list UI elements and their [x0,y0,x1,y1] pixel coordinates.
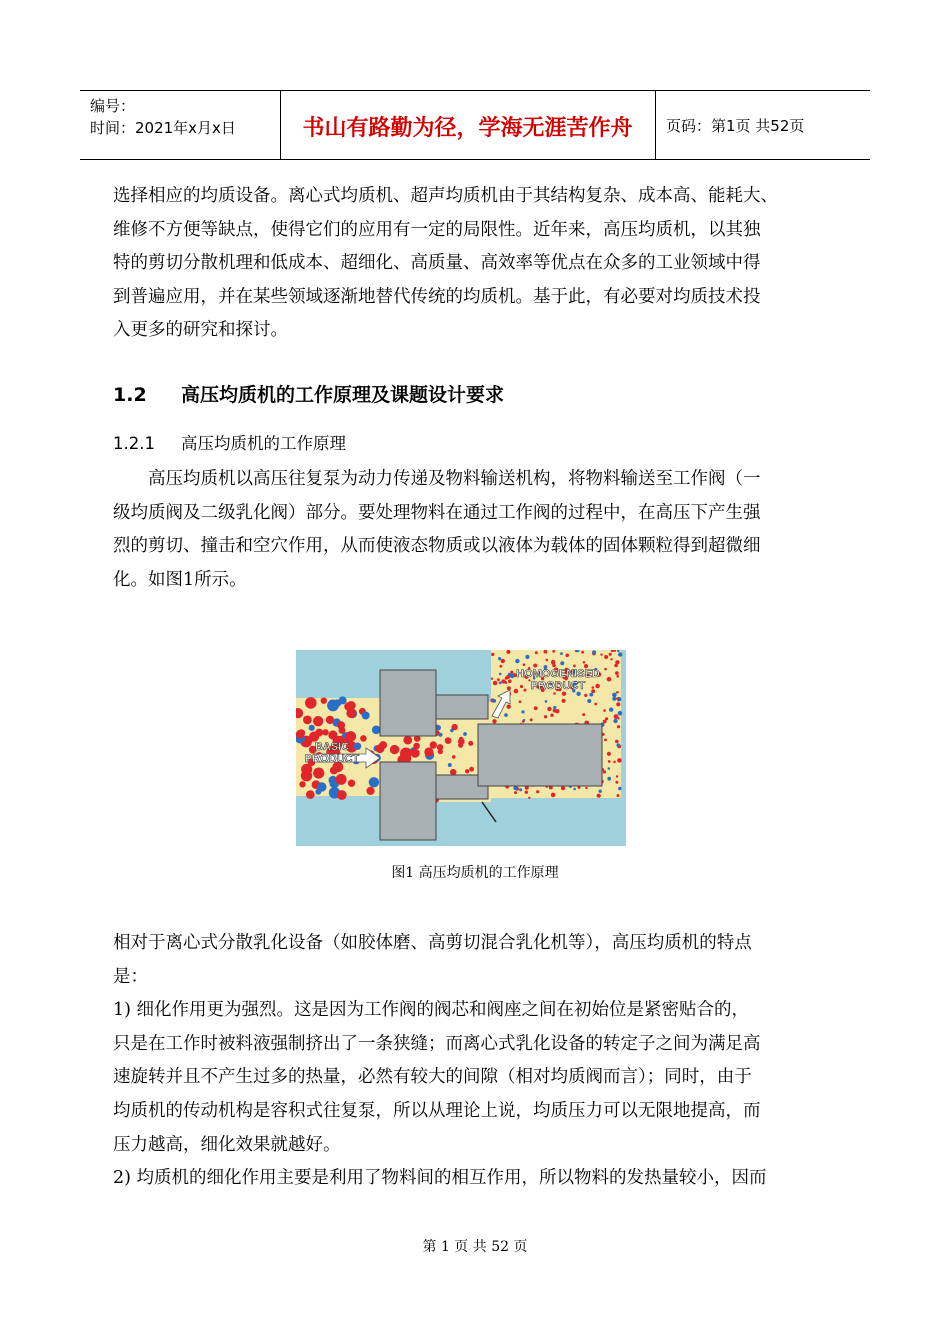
particle [303,764,313,774]
particle [528,797,530,799]
particle [607,752,611,756]
particle [514,791,517,794]
particle [545,700,548,703]
particle [576,692,580,696]
particle [581,651,584,654]
particle [584,694,587,697]
particle [616,775,618,777]
homogenised-label: HOMOGENISED [516,668,600,680]
particle [313,716,323,726]
particle [617,758,622,763]
particle [603,770,606,773]
particle [618,652,622,656]
principle-paragraph [113,463,843,597]
particle [599,790,602,793]
particle [525,655,529,659]
text-line: 烈的剪切、撞击和空穴作用，从而使液态物质或以液体为载体的固体颗粒得到超微细 [113,536,761,557]
particle [553,692,556,695]
particle [597,794,601,798]
particle [587,699,591,703]
particle [493,681,498,686]
particle [337,790,347,800]
particle [550,714,553,717]
particle [609,708,613,712]
particle [562,699,566,703]
particle [458,738,465,745]
particle [616,675,619,678]
particle [600,653,602,655]
particle [614,664,618,668]
particle [616,691,619,694]
particle [366,787,374,795]
particle [452,755,456,759]
particle [362,712,370,720]
particle [390,745,399,754]
header-info [90,95,236,139]
particle [604,668,607,671]
figure-caption: 图1 高压均质机的工作原理 [391,865,559,881]
particle [591,689,595,693]
particle [561,786,565,790]
particle [604,655,608,659]
particle [508,673,511,676]
particle [360,735,367,742]
particle [522,720,525,723]
particle [534,706,538,710]
particle [430,741,437,748]
text-line: 速旋转并且不产生过多的热量，必然有较大的间隙（相对均质阀而言）；同时，由于 [113,1067,752,1088]
particle [530,718,533,721]
particle [592,686,595,689]
particle [313,768,324,779]
particle [520,685,523,688]
subsection-title: 高压均质机的工作原理 [181,434,346,453]
particle [336,774,347,785]
particle [326,716,334,724]
particle [547,707,551,711]
particle [514,689,519,694]
particle [507,705,511,709]
particle [583,661,586,664]
particle [424,747,433,756]
particle [317,782,327,792]
particle [510,671,513,674]
particle [617,794,620,797]
particle [614,714,619,719]
particle [491,653,494,656]
particle [573,665,576,668]
particle [400,748,412,760]
particle [609,653,612,656]
particle [465,769,469,773]
particle [500,665,503,668]
section-title: 高压均质机的工作原理及课题设计要求 [181,384,505,406]
particle [608,767,611,770]
particle [437,744,443,750]
particle [463,732,467,736]
particle [307,699,313,705]
homogenizer-figure [296,650,626,846]
particle [354,743,361,750]
particle [585,787,587,789]
text-line: 均质机的传动机构是容积式往复泵，所以从理论上说，均质压力可以无限地提高，而 [113,1100,761,1121]
particle [617,725,620,728]
particle [551,660,556,665]
text-line: 化。如图1所示。 [113,569,247,590]
particle [519,700,522,703]
page-footer: 第 1 页 共 52 页 [422,1239,528,1255]
particle [448,763,452,767]
features-paragraph [113,927,843,1196]
particle [607,777,611,781]
particle [524,689,527,692]
particle [296,730,305,739]
particle [303,716,312,725]
particle [450,769,456,775]
particle [603,709,606,712]
particle [560,661,564,665]
particle [306,790,315,799]
particle [468,741,473,746]
particle [501,659,505,663]
particle [508,679,512,683]
particle [505,681,508,684]
particle [450,729,454,733]
intro-paragraph [113,180,843,348]
particle [445,737,452,744]
particle [604,739,607,742]
particle [618,711,623,716]
particle [372,726,381,735]
particle [616,697,619,700]
particle [546,659,549,662]
particle [562,692,566,696]
particle [515,659,519,663]
particle [553,709,557,713]
text-line: 特的剪切分散机理和低成本、超细化、高质量、高效率等优点在众多的工业领域中得 [113,253,761,274]
particle [551,793,556,798]
particle [595,684,600,689]
section-number: 1.2 [113,384,147,406]
particle [439,733,443,737]
subsection-heading [113,430,346,454]
text-line: 高压均质机以高压往复泵为动力传递及物料输送机构，将物料输送至工作阀（一 [113,469,761,489]
particle [617,743,621,747]
particle [369,777,379,787]
particle [607,677,612,682]
particle [578,786,581,789]
particle [299,781,305,787]
particle [536,790,539,793]
particle [553,706,556,709]
text-line: 压力越高，细化效果就越好。 [113,1134,341,1155]
particle [615,671,619,675]
particle [523,663,526,666]
particle [469,767,474,772]
text-line: 到普遍应用，并在某些领域逐渐地替代传统的均质机。基于此，有必要对均质技术投 [113,286,761,307]
particle [521,710,524,713]
particle [594,703,597,706]
particle [346,708,356,718]
particle [337,721,345,729]
particle [498,657,501,660]
particle [533,664,537,668]
subsection-number: 1.2.1 [113,434,155,453]
text-line: 2) 均质机的细化作用主要是利用了物料间的相互作用，所以物料的发热量较小，因而 [113,1168,767,1189]
particle [573,788,576,791]
particle [321,698,327,704]
particle [612,697,616,701]
particle [613,761,616,764]
particle [348,780,355,787]
particle [403,736,412,745]
particle [510,674,514,678]
homogenised-label: PRODUCT [530,680,586,692]
particle [497,678,500,681]
particle [492,719,496,723]
particle [610,658,612,660]
particle [411,749,420,758]
section-heading [113,380,504,407]
text-line: 是： [113,966,148,987]
particle [560,652,563,655]
header-divider [655,91,656,159]
particle [612,693,617,698]
particle [589,693,593,697]
particle [582,713,585,716]
header-page-label: 页码：第1页 共52页 [666,117,805,135]
particle [504,713,508,717]
text-line: 级均质阀及二级乳化阀）部分。要处理物料在通过工作阀的过程中，在高压下产生强 [113,502,761,523]
particle [615,781,618,784]
particle [535,651,538,654]
particle [499,681,502,684]
text-line: 相对于离心式分散乳化设备（如胶体磨、高剪切混合乳化机等），高压均质机的特点 [113,933,752,953]
particle [613,719,617,723]
code-label: 编号： [90,97,136,115]
particle [309,725,315,731]
particle [322,729,328,735]
particle [608,760,611,763]
text-line: 选择相应的均质设备。离心式均质机、超声均质机由于其结构复杂、成本高、能耗大、 [113,186,778,206]
basic-label: BASIC [314,741,350,753]
text-line: 1) 细化作用更为强烈。这是因为工作阀的阀芯和阀座之间在初始位是紧密贴合的， [113,1000,750,1021]
particle [565,654,569,658]
particle [315,729,323,737]
particle [327,700,339,712]
particle [552,650,555,653]
date-label: 时间：2021年x月x日 [90,119,236,137]
text-line: 入更多的研究和探讨。 [113,320,288,341]
particle [618,787,622,791]
particle [492,699,495,702]
text-line: 维修不方便等缺点，使得它们的应用有一定的局限性。近年来，高压均质机，以其独 [113,219,761,240]
header-motto: 书山有路勤为径，学海无涯苦作舟 [302,116,633,141]
basic-label: PRODUCT [304,753,360,765]
particle [513,786,517,790]
particle [491,678,493,680]
text-line: 只是在工作时被料液强制挤出了一条狭缝；而离心式乳化设备的转定子之间为满足高 [113,1033,761,1054]
page-header [80,90,870,160]
particle [616,702,620,706]
particle [544,715,547,718]
particle [413,743,420,750]
particle [519,788,522,791]
particle [499,673,502,676]
particle [615,740,619,744]
particle [592,650,596,654]
particle [603,720,607,724]
particle [525,791,528,794]
particle [376,744,385,753]
